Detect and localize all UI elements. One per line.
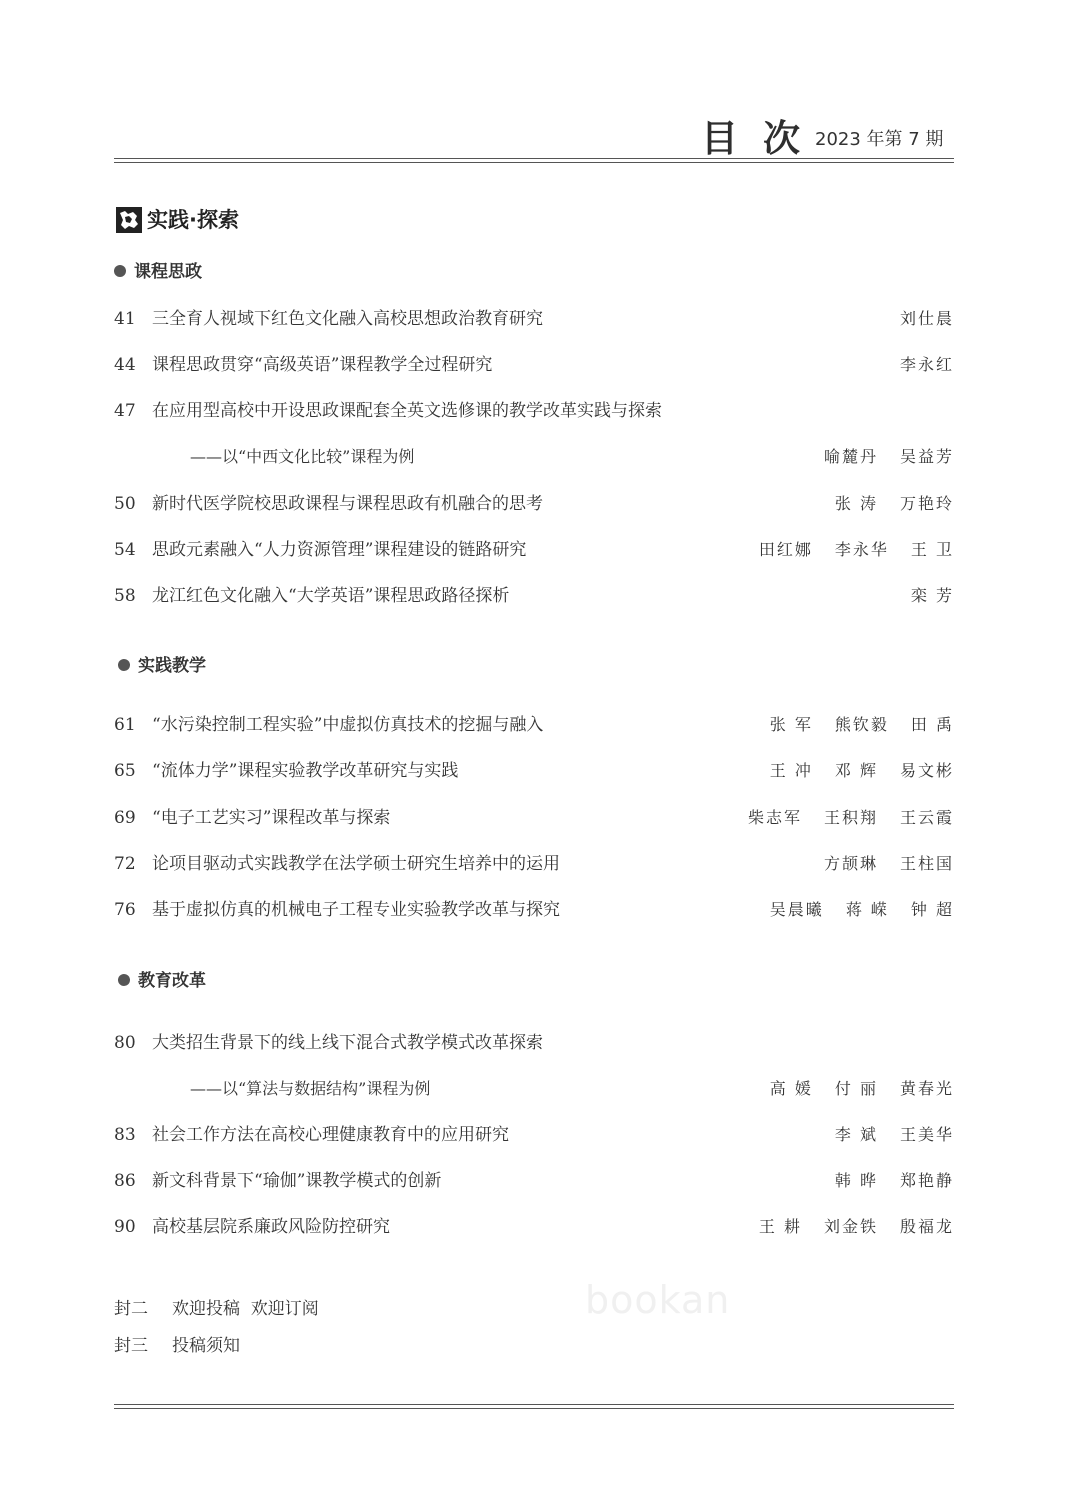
author: 方颉琳 <box>823 854 878 873</box>
article-title: “水污染控制工程实验”中虚拟仿真技术的挖掘与融入 <box>152 715 544 735</box>
page-number: 80 <box>114 1033 136 1053</box>
cover-label: 封三 <box>114 1336 148 1356</box>
author: 刘仕晨 <box>899 309 954 328</box>
footer-rule <box>114 1408 954 1409</box>
author: 李永红 <box>899 355 954 374</box>
page-number: 90 <box>114 1217 136 1237</box>
authors <box>737 536 954 564</box>
authors <box>748 896 954 924</box>
toc-title-char-2: 次 <box>763 116 800 160</box>
page-number: 83 <box>114 1125 136 1145</box>
bullet-icon <box>118 974 130 986</box>
cover-note <box>114 1332 240 1360</box>
article-title: 论项目驱动式实践教学在法学硕士研究生培养中的运用 <box>152 854 560 874</box>
article-title: “流体力学”课程实验教学改革研究与实践 <box>152 761 459 781</box>
author: 高 媛 <box>769 1079 813 1098</box>
author: 柴志军 <box>747 808 802 827</box>
authors <box>889 582 954 610</box>
page-number: 61 <box>114 715 136 735</box>
author: 郑艳静 <box>899 1171 954 1190</box>
article-title: 龙江红色文化融入“大学英语”课程思政路径探析 <box>152 586 510 606</box>
toc-entry[interactable] <box>114 850 954 878</box>
authors <box>802 850 954 878</box>
subsection-title: 课程思政 <box>134 262 202 282</box>
cover-label: 封二 <box>114 1299 148 1319</box>
article-title: 课程思政贯穿“高级英语”课程教学全过程研究 <box>152 355 493 375</box>
author: 蒋 嵘 <box>845 900 889 919</box>
toc-entry[interactable] <box>114 582 954 610</box>
article-title: 新时代医学院校思政课程与课程思政有机融合的思考 <box>152 494 543 514</box>
header-rule <box>114 162 954 163</box>
toc-entry[interactable] <box>114 804 954 832</box>
author: 王 耕 <box>758 1217 802 1236</box>
page-number: 69 <box>114 808 136 828</box>
subsection-heading <box>118 966 206 991</box>
toc-entry[interactable] <box>114 305 954 333</box>
toc-entry[interactable] <box>114 490 954 518</box>
toc-entry[interactable] <box>114 1029 954 1057</box>
author: 韩 晔 <box>834 1171 878 1190</box>
toc-entry-authors-row <box>114 443 954 471</box>
author: 王云霞 <box>899 808 954 827</box>
toc-entry[interactable] <box>114 1121 954 1149</box>
article-title: 在应用型高校中开设思政课配套全英文选修课的教学改革实践与探索 <box>152 401 662 421</box>
authors <box>878 305 954 333</box>
author: 付 丽 <box>834 1079 878 1098</box>
authors <box>726 804 954 832</box>
page-number: 54 <box>114 540 136 560</box>
authors <box>748 1075 954 1103</box>
subsection-heading <box>114 257 202 282</box>
article-title: 社会工作方法在高校心理健康教育中的应用研究 <box>152 1125 509 1145</box>
article-title: 思政元素融入“人力资源管理”课程建设的链路研究 <box>152 540 527 560</box>
bullet-icon <box>118 659 130 671</box>
author: 刘金铁 <box>823 1217 878 1236</box>
toc-entry[interactable] <box>114 1167 954 1195</box>
toc-entry[interactable] <box>114 896 954 924</box>
authors <box>748 757 954 785</box>
bullet-icon <box>114 265 126 277</box>
section-title: 实践·探索 <box>147 208 239 232</box>
article-subtitle: ——以“中西文化比较”课程为例 <box>190 447 415 466</box>
authors <box>878 351 954 379</box>
toc-title <box>701 108 800 162</box>
authors <box>748 711 954 739</box>
author: 张 军 <box>769 715 813 734</box>
author: 易文彬 <box>899 761 954 780</box>
article-title: 基于虚拟仿真的机械电子工程专业实验教学改革与探究 <box>152 900 560 920</box>
author: 吴晨曦 <box>769 900 824 919</box>
cover-text: 投稿须知 <box>172 1336 240 1356</box>
toc-entry[interactable] <box>114 397 954 425</box>
toc-title-char-1: 目 <box>701 116 738 160</box>
toc-entry[interactable] <box>114 1213 954 1241</box>
authors <box>737 1213 954 1241</box>
author: 吴益芳 <box>899 447 954 466</box>
authors <box>813 1121 954 1149</box>
issue-label: 2023 年第 7 期 <box>815 129 944 150</box>
author: 王柱国 <box>899 854 954 873</box>
article-subtitle: ——以“算法与数据结构”课程为例 <box>190 1079 431 1098</box>
author: 李 斌 <box>834 1125 878 1144</box>
subsection-title: 教育改革 <box>138 971 206 991</box>
article-title: “电子工艺实习”课程改革与探索 <box>152 808 391 828</box>
toc-entry[interactable] <box>114 757 954 785</box>
cover-text: 欢迎投稿 欢迎订阅 <box>172 1299 319 1319</box>
page-number: 41 <box>114 309 136 329</box>
article-title: 大类招生背景下的线上线下混合式教学模式改革探索 <box>152 1033 543 1053</box>
author: 邓 辉 <box>834 761 878 780</box>
author: 李永华 <box>834 540 889 559</box>
footer-rule <box>114 1404 954 1405</box>
header-rule <box>114 158 954 159</box>
article-title: 三全育人视域下红色文化融入高校思想政治教育研究 <box>152 309 543 329</box>
toc-entry-authors-row <box>114 1075 954 1103</box>
author: 王美华 <box>899 1125 954 1144</box>
subsection-heading <box>118 651 206 676</box>
author: 田 禹 <box>910 715 954 734</box>
page-number: 86 <box>114 1171 136 1191</box>
authors <box>802 443 954 471</box>
author: 熊钦毅 <box>834 715 889 734</box>
map-region-icon <box>116 207 142 233</box>
article-title: 高校基层院系廉政风险防控研究 <box>152 1217 390 1237</box>
author: 殷福龙 <box>899 1217 954 1236</box>
watermark: bookan <box>585 1278 731 1322</box>
page-number: 58 <box>114 586 136 606</box>
author: 栾 芳 <box>910 586 954 605</box>
author: 喻麓丹 <box>823 447 878 466</box>
page-number: 47 <box>114 401 136 421</box>
toc-entry[interactable] <box>114 536 954 564</box>
author: 王积翔 <box>823 808 878 827</box>
subsection-title: 实践教学 <box>138 656 206 676</box>
cover-note <box>114 1295 319 1323</box>
page-number: 65 <box>114 761 136 781</box>
author: 田红娜 <box>758 540 813 559</box>
author: 钟 超 <box>910 900 954 919</box>
toc-entry[interactable] <box>114 711 954 739</box>
author: 万艳玲 <box>899 494 954 513</box>
page-number: 76 <box>114 900 136 920</box>
author: 张 涛 <box>834 494 878 513</box>
page-number: 72 <box>114 854 136 874</box>
article-title: 新文科背景下“瑜伽”课教学模式的创新 <box>152 1171 442 1191</box>
author: 王 卫 <box>910 540 954 559</box>
page-number: 44 <box>114 355 136 375</box>
authors <box>813 1167 954 1195</box>
author: 黄春光 <box>899 1079 954 1098</box>
page-number: 50 <box>114 494 136 514</box>
toc-entry[interactable] <box>114 351 954 379</box>
author: 王 冲 <box>769 761 813 780</box>
authors <box>813 490 954 518</box>
